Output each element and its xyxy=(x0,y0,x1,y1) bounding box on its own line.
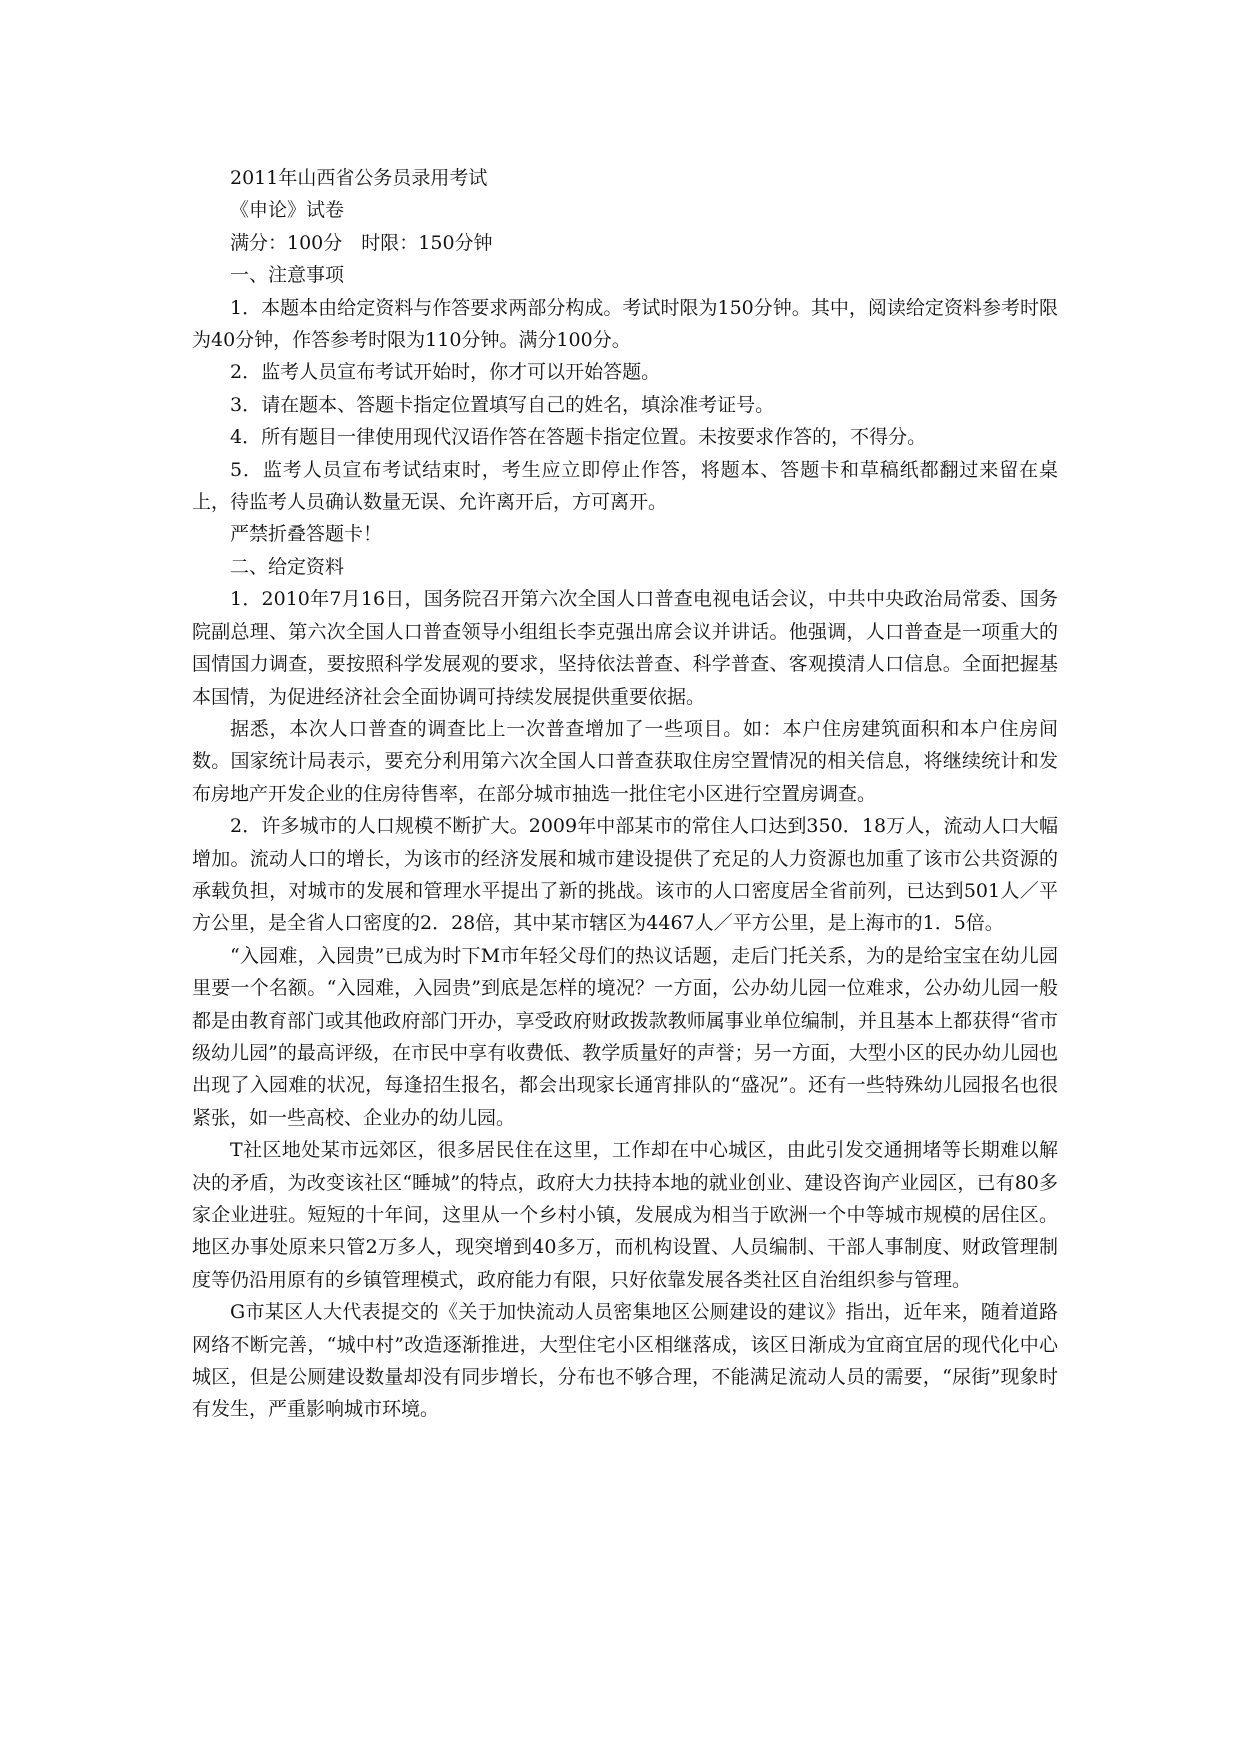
exam-title: 2011年山西省公务员录用考试 xyxy=(230,167,488,189)
note-paragraph: 4．所有题目一律使用现代汉语作答在答题卡指定位置。未按要求作答的，不得分。 xyxy=(230,426,927,449)
material-paragraph: 1．2010年7月16日，国务院召开第六次全国人口普查电视电话会议，中共中央政治局常委、国务院副总理、第六次全国人口普查领导小组组长李克强出席会议并讲话。他强调，人口普查是一项重大的国情国力调查，要按照科学发展观的要求，坚持依法普查、科学普查、客观摸清人口信息。全面把握基本国情，为促进经济社会全面协调可持续发展提供重要依据。 xyxy=(192,588,1058,708)
note-paragraph: 1．本题本由给定资料与作答要求两部分构成。考试时限为150分钟。其中，阅读给定资料参考时限为40分钟，作答参考时限为110分钟。满分100分。 xyxy=(192,296,1058,352)
exam-subtitle: 《申论》试卷 xyxy=(230,199,345,222)
material-paragraph: 据悉，本次人口普查的调查比上一次普查增加了一些项目。如：本户住房建筑面积和本户住房间数。国家统计局表示，要充分利用第六次全国人口普查获取住房空置情况的相关信息，将继续统计和发布房地产开发企业的住房待售率，在部分城市抽选一批住宅小区进行空置房调查。 xyxy=(192,717,1058,805)
material-paragraph: “入园难，入园贵”已成为时下M市年轻父母们的热议话题，走后门托关系，为的是给宝宝在幼儿园里要一个名额。“入园难，入园贵”到底是怎样的境况？一方面，公办幼儿园一位难求，公办幼儿园一般都是由教育部门或其他政府部门开办，享受政府财政拨款教师属事业单位编制，并且基本上都获得“省市级幼儿园”的最高评级，在市民中享有收费低、教学质量好的声誉；另一方面，大型小区的民办幼儿园也出现了入园难的状况，每逢招生报名，都会出现家长通宵排队的“盛况”。还有一些特殊幼儿园报名也很紧张，如一些高校、企业办的幼儿园。 xyxy=(192,944,1058,1129)
document-page xyxy=(192,162,1058,1426)
section-heading-materials: 二、给定资料 xyxy=(230,555,345,578)
section-heading-notes: 一、注意事项 xyxy=(230,264,345,287)
material-paragraph: T社区地处某市远郊区，很多居民住在这里，工作却在中心城区，由此引发交通拥堵等长期难以解决的矛盾，为改变该社区“睡城”的特点，政府大力扶持本地的就业创业、建设咨询产业园区，已有80多家企业进驻。短短的十年间，这里从一个乡村小镇，发展成为相当于欧洲一个中等城市规模的居住区。地区办事处原来只管2万多人，现突增到40多万，而机构设置、人员编制、干部人事制度、财政管理制度等仍沿用原有的乡镇管理模式，政府能力有限，只好依靠发展各类社区自治组织参与管理。 xyxy=(192,1139,1058,1291)
warning-line: 严禁折叠答题卡！ xyxy=(230,523,383,546)
note-paragraph: 5．监考人员宣布考试结束时，考生应立即停止作答，将题本、答题卡和草稿纸都翻过来留在桌上，待监考人员确认数量无误、允许离开后，方可离开。 xyxy=(192,458,1058,514)
note-paragraph: 3．请在题本、答题卡指定位置填写自己的姓名，填涂准考证号。 xyxy=(230,393,775,416)
note-paragraph: 2．监考人员宣布考试开始时，你才可以开始答题。 xyxy=(230,361,661,384)
material-paragraph: G市某区人大代表提交的《关于加快流动人员密集地区公厕建设的建议》指出，近年来，随着道路网络不断完善，“城中村”改造逐渐推进，大型住宅小区相继落成，该区日渐成为宜商宜居的现代化中心城区，但是公厕建设数量却没有同步增长，分布也不够合理，不能满足流动人员的需要，“尿街”现象时有发生，严重影响城市环境。 xyxy=(192,1301,1058,1421)
material-paragraph: 2．许多城市的人口规模不断扩大。2009年中部某市的常住人口达到350．18万人，流动人口大幅增加。流动人口的增长，为该市的经济发展和城市建设提供了充足的人力资源也加重了该市公共资源的承载负担，对城市的发展和管理水平提出了新的挑战。该市的人口密度居全省前列，已达到501人／平方公里，是全省人口密度的2．28倍，其中某市辖区为4467人／平方公里，是上海市的1．5倍。 xyxy=(192,815,1058,935)
score-time-line: 满分：100分 时限：150分钟 xyxy=(230,231,493,254)
